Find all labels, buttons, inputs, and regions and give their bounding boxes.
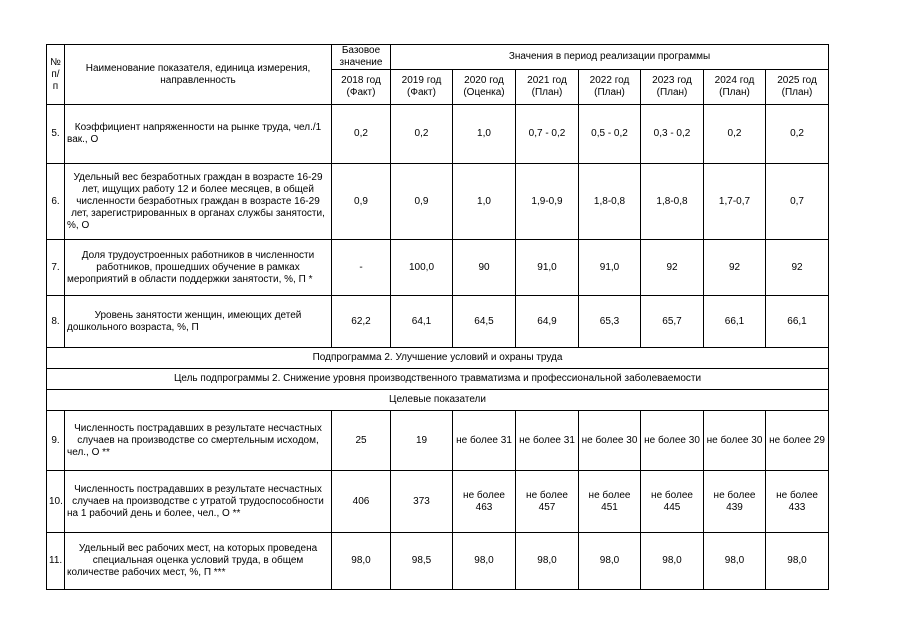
- value-cell: 65,7: [641, 296, 704, 348]
- indicator-name: Численность пострадавших в результате несчастных случаев на производстве со смертельным исходом, чел., О **: [65, 411, 332, 471]
- value-cell: 98,5: [391, 533, 453, 590]
- row-number: 6.: [47, 164, 65, 240]
- value-cell: 100,0: [391, 240, 453, 296]
- subprogram-goal: Цель подпрограммы 2. Снижение уровня производственного травматизма и профессиональной заболеваемости: [47, 369, 829, 390]
- indicators-table: [46, 44, 829, 590]
- header-name: Наименование показателя, единица измерения, направленность: [65, 45, 332, 105]
- value-cell: 0,7: [766, 164, 829, 240]
- value-cell: 64,1: [391, 296, 453, 348]
- row-number: 8.: [47, 296, 65, 348]
- header-year: 2019 год (Факт): [391, 70, 453, 105]
- value-cell: 98,0: [453, 533, 516, 590]
- header-year: 2024 год (План): [704, 70, 766, 105]
- value-cell: 1,7-0,7: [704, 164, 766, 240]
- value-cell: не более 451: [579, 471, 641, 533]
- header-year: 2021 год (План): [516, 70, 579, 105]
- value-cell: 92: [704, 240, 766, 296]
- value-cell: 1,9-0,9: [516, 164, 579, 240]
- table-row: [47, 164, 829, 240]
- indicator-name: Удельный вес рабочих мест, на которых проведена специальная оценка условий труда, в общем количестве рабочих мест, %, П ***: [65, 533, 332, 590]
- value-cell: 0,2: [766, 105, 829, 164]
- indicator-name: Численность пострадавших в результате несчастных случаев на производстве с утратой трудоспособности на 1 рабочий день и более, чел., О **: [65, 471, 332, 533]
- value-cell: 98,0: [704, 533, 766, 590]
- value-cell: 98,0: [766, 533, 829, 590]
- table-row: [47, 533, 829, 590]
- value-cell: не более 433: [766, 471, 829, 533]
- value-cell: 373: [391, 471, 453, 533]
- header-base: Базовое значение: [332, 45, 391, 70]
- indicator-name: Уровень занятости женщин, имеющих детей дошкольного возраста, %, П: [65, 296, 332, 348]
- value-cell: -: [332, 240, 391, 296]
- value-cell: 0,7 - 0,2: [516, 105, 579, 164]
- value-cell: 19: [391, 411, 453, 471]
- value-cell: 1,8-0,8: [579, 164, 641, 240]
- table-row: [47, 296, 829, 348]
- value-cell: 1,0: [453, 164, 516, 240]
- value-cell: не более 31: [516, 411, 579, 471]
- header-year: 2022 год (План): [579, 70, 641, 105]
- header-year: 2018 год (Факт): [332, 70, 391, 105]
- indicator-name: Коэффициент напряженности на рынке труда, чел./1 вак., О: [65, 105, 332, 164]
- row-number: 10.: [47, 471, 65, 533]
- value-cell: 0,2: [391, 105, 453, 164]
- value-cell: 0,3 - 0,2: [641, 105, 704, 164]
- row-number: 7.: [47, 240, 65, 296]
- value-cell: не более 31: [453, 411, 516, 471]
- table-row: [47, 471, 829, 533]
- header-year: 2023 год (План): [641, 70, 704, 105]
- value-cell: 0,2: [704, 105, 766, 164]
- value-cell: 64,9: [516, 296, 579, 348]
- value-cell: 64,5: [453, 296, 516, 348]
- value-cell: 92: [766, 240, 829, 296]
- row-number: 5.: [47, 105, 65, 164]
- row-number: 9.: [47, 411, 65, 471]
- header-period: Значения в период реализации программы: [391, 45, 829, 70]
- value-cell: 0,9: [391, 164, 453, 240]
- value-cell: 1,8-0,8: [641, 164, 704, 240]
- value-cell: 90: [453, 240, 516, 296]
- value-cell: не более 30: [579, 411, 641, 471]
- value-cell: 25: [332, 411, 391, 471]
- value-cell: 92: [641, 240, 704, 296]
- value-cell: не более 29: [766, 411, 829, 471]
- value-cell: не более 30: [641, 411, 704, 471]
- value-cell: не более 439: [704, 471, 766, 533]
- value-cell: 406: [332, 471, 391, 533]
- value-cell: 62,2: [332, 296, 391, 348]
- value-cell: 0,2: [332, 105, 391, 164]
- value-cell: 65,3: [579, 296, 641, 348]
- row-number: 11.: [47, 533, 65, 590]
- header-year: 2020 год (Оценка): [453, 70, 516, 105]
- value-cell: не более 463: [453, 471, 516, 533]
- value-cell: 0,5 - 0,2: [579, 105, 641, 164]
- value-cell: 91,0: [516, 240, 579, 296]
- value-cell: 98,0: [641, 533, 704, 590]
- value-cell: 0,9: [332, 164, 391, 240]
- value-cell: 98,0: [579, 533, 641, 590]
- value-cell: не более 457: [516, 471, 579, 533]
- value-cell: 98,0: [332, 533, 391, 590]
- table-row: [47, 411, 829, 471]
- targets-heading: Целевые показатели: [47, 390, 829, 411]
- value-cell: 66,1: [704, 296, 766, 348]
- table-row: [47, 105, 829, 164]
- value-cell: не более 445: [641, 471, 704, 533]
- indicator-name: Удельный вес безработных граждан в возрасте 16-29 лет, ищущих работу 12 и более месяцев, в общей численности безработных граждан в возрасте 16-29 лет, зарегистрированных в органах службы занятости, %, О: [65, 164, 332, 240]
- subprogram-title: Подпрограмма 2. Улучшение условий и охраны труда: [47, 348, 829, 369]
- value-cell: 91,0: [579, 240, 641, 296]
- value-cell: 1,0: [453, 105, 516, 164]
- value-cell: 66,1: [766, 296, 829, 348]
- header-num: № п/п: [47, 45, 65, 105]
- value-cell: не более 30: [704, 411, 766, 471]
- header-year: 2025 год (План): [766, 70, 829, 105]
- indicator-name: Доля трудоустроенных работников в численности работников, прошедших обучение в рамках мероприятий в области поддержки занятости, %, П *: [65, 240, 332, 296]
- table-row: [47, 240, 829, 296]
- value-cell: 98,0: [516, 533, 579, 590]
